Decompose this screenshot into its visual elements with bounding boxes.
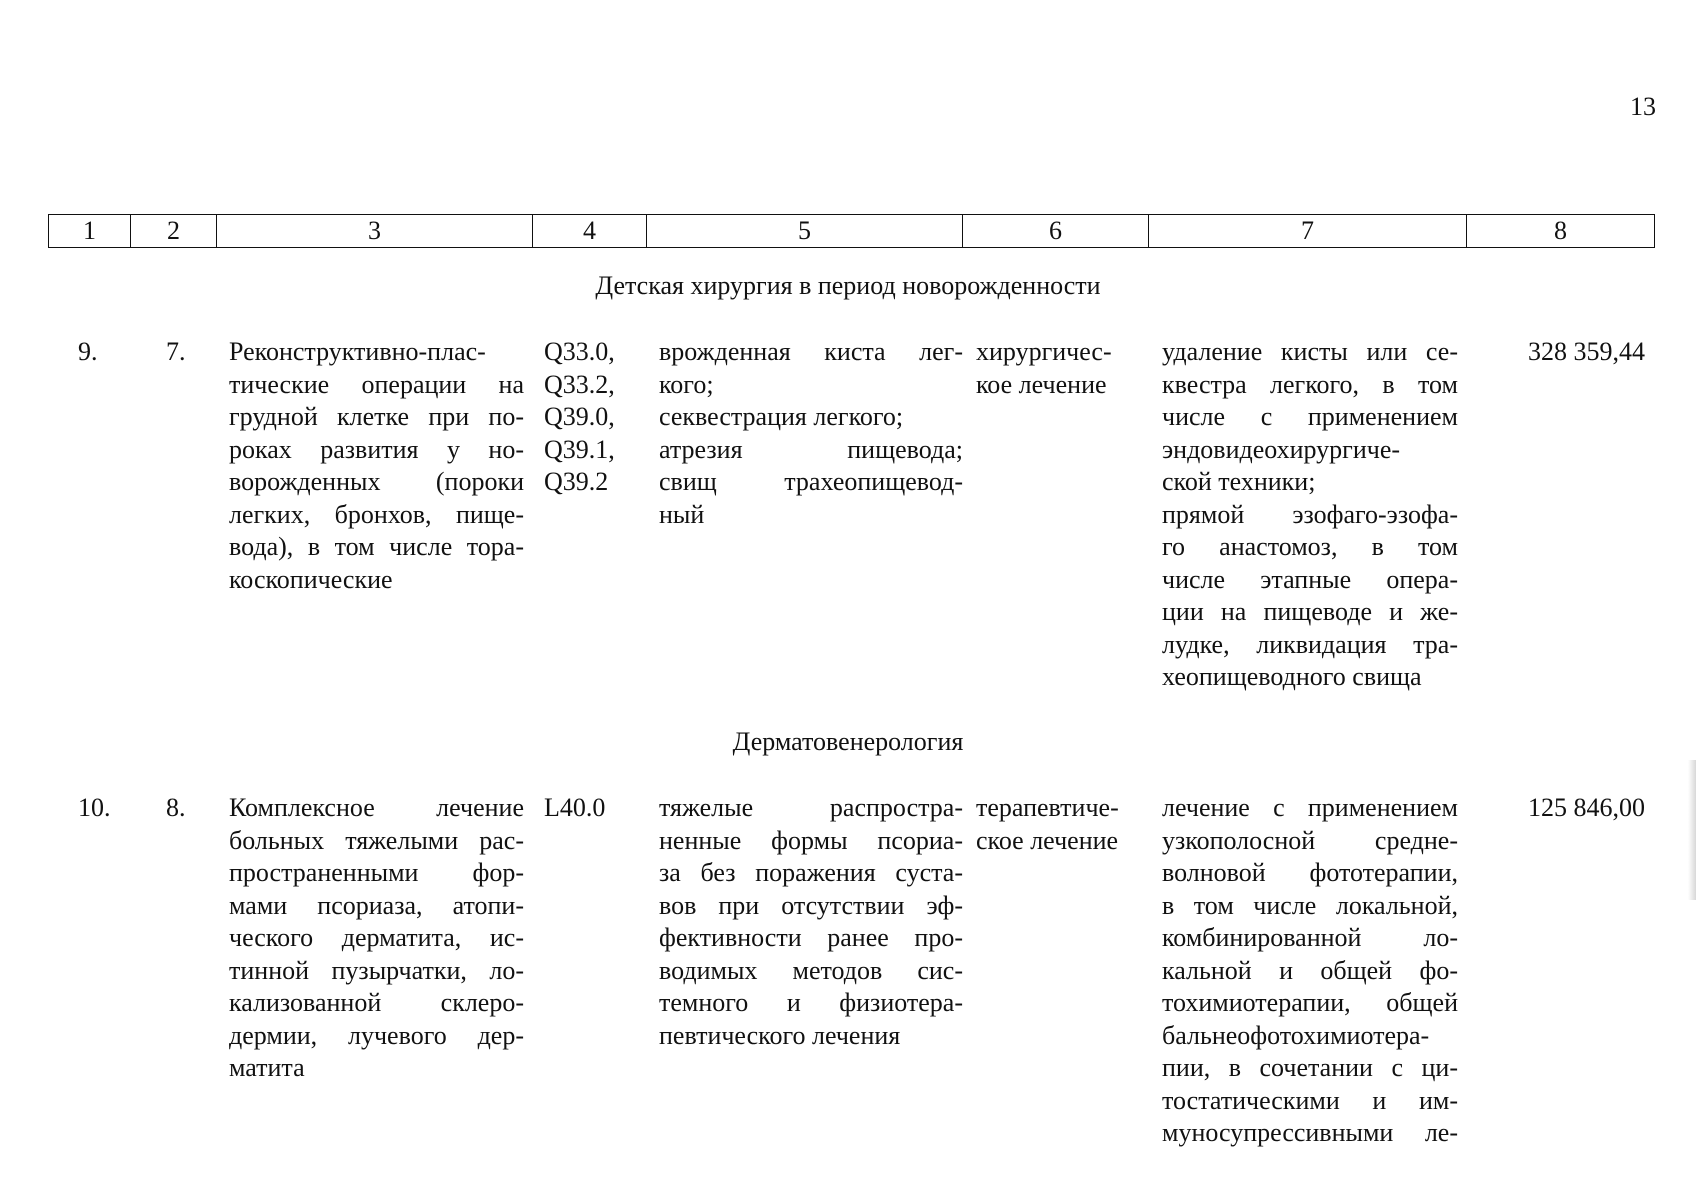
text-line: кое лечение (976, 369, 1107, 399)
treatment-method-cell (1162, 336, 1458, 694)
text-line: коскопические (229, 564, 393, 594)
group-number: 8. (166, 793, 186, 822)
text-line: го анастомоз, в том (1162, 532, 1458, 561)
text-line: хирургичес- (976, 337, 1112, 366)
treatment-type-cell (976, 336, 1151, 401)
cost-cell: 125 846,00 (1528, 793, 1645, 822)
text-line: кальной и общей фо- (1162, 955, 1458, 985)
column-number-cell: 1 (49, 215, 131, 248)
text-line: ское лечение (976, 825, 1119, 855)
text-line: тяжелые распростра- (659, 793, 963, 822)
text-line: ворожденных (пороки (229, 467, 524, 496)
section-title-pediatric-surgery: Детская хирургия в период новорожденности (595, 271, 1101, 300)
column-number-cell: 8 (1467, 215, 1655, 248)
text-line: пространенными фор- (229, 858, 524, 887)
group-number: 7. (166, 337, 186, 366)
text-line: легких, бронхов, пище- (229, 499, 524, 529)
text-line: пии, в сочетании с ци- (1162, 1053, 1458, 1082)
care-name-cell (229, 336, 524, 596)
patient-model-cell (659, 792, 963, 1052)
column-number-cell: 6 (963, 215, 1149, 248)
text-line: мами псориаза, атопи- (229, 890, 524, 920)
text-line: тические операции на (229, 369, 524, 399)
text-line: числе этапные опера- (1162, 564, 1458, 594)
column-number-cell: 3 (217, 215, 533, 248)
text-line: удаление кисты или се- (1162, 337, 1458, 366)
patient-model-cell (659, 336, 963, 531)
text-line: фективности ранее про- (659, 923, 963, 952)
text-line: дермии, лучевого дер- (229, 1020, 524, 1050)
column-number-header (48, 214, 1655, 248)
text-line: терапевтиче- (976, 793, 1119, 822)
icd-code: Q39.0, (544, 402, 615, 431)
icd-code: Q39.1, (544, 434, 615, 464)
page-number: 13 (1630, 92, 1656, 121)
text-line: вов при отсутствии эф- (659, 890, 963, 920)
text-line: узкополосной средне- (1162, 825, 1458, 855)
column-number-cell: 4 (533, 215, 647, 248)
text-line: певтического лечения (659, 1020, 901, 1050)
text-line: ненные формы псориа- (659, 825, 963, 855)
text-line: кализованной склеро- (229, 988, 524, 1017)
treatment-method-cell (1162, 792, 1458, 1150)
text-line: хеопищеводного свища (1162, 662, 1422, 691)
column-number-cell: 7 (1149, 215, 1467, 248)
care-name-cell (229, 792, 524, 1085)
text-line: кого; (659, 369, 714, 399)
text-line: тинной пузырчатки, ло- (229, 955, 524, 985)
text-line: секвестрация легкого; (659, 402, 904, 431)
text-line: волновой фототерапии, (1162, 858, 1458, 887)
text-line: ции на пищеводе и же- (1162, 597, 1458, 626)
icd-code: Q33.2, (544, 369, 615, 399)
text-line: ный (659, 499, 705, 529)
row-number: 9. (78, 337, 98, 366)
text-line: числе с применением (1162, 402, 1458, 431)
text-line: тохимиотерапии, общей (1162, 988, 1458, 1017)
section-title-dermatovenereology: Дерматовенерология (732, 727, 964, 756)
column-number-cell: 2 (131, 215, 217, 248)
text-line: вода), в том числе тора- (229, 532, 524, 561)
text-line: атрезия пищевода; (659, 434, 963, 464)
icd-code: Q39.2 (544, 467, 609, 496)
text-line: Реконструктивно-плас- (229, 337, 486, 366)
text-line: тостатическими и им- (1162, 1085, 1458, 1115)
text-line: больных тяжелыми рас- (229, 825, 524, 855)
row-number: 10. (78, 793, 111, 822)
icd-code: L40.0 (544, 793, 606, 822)
text-line: свищ трахеопищевод- (659, 467, 963, 496)
text-line: муносупрессивными ле- (1162, 1118, 1458, 1147)
text-line: Комплексное лечение (229, 793, 524, 822)
icd-codes-cell (544, 336, 636, 499)
column-number-row (49, 215, 1655, 248)
text-line: в том числе локальной, (1162, 890, 1458, 920)
text-line: ской техники; (1162, 467, 1316, 496)
text-line: ческого дерматита, ис- (229, 923, 524, 952)
text-line: лудке, ликвидация тра- (1162, 629, 1458, 659)
cost-cell: 328 359,44 (1528, 337, 1645, 366)
treatment-type-cell (976, 792, 1151, 857)
text-line: прямой эзофаго-эзофа- (1162, 499, 1458, 529)
text-line: квестра легкого, в том (1162, 369, 1458, 399)
scan-edge-shadow (1688, 760, 1696, 900)
text-line: роках развития у но- (229, 434, 524, 464)
text-line: лечение с применением (1162, 793, 1458, 822)
text-line: матита (229, 1053, 305, 1082)
text-line: грудной клетке при по- (229, 402, 524, 431)
column-number-cell: 5 (647, 215, 963, 248)
text-line: комбинированной ло- (1162, 923, 1458, 952)
text-line: водимых методов сис- (659, 955, 963, 985)
text-line: темного и физиотера- (659, 988, 963, 1017)
text-line: врожденная киста лег- (659, 337, 963, 366)
text-line: за без поражения суста- (659, 858, 963, 887)
text-line: эндовидеохирургиче- (1162, 434, 1401, 464)
text-line: бальнеофотохимиотера- (1162, 1020, 1430, 1050)
icd-codes-cell (544, 792, 636, 825)
icd-code: Q33.0, (544, 337, 615, 366)
